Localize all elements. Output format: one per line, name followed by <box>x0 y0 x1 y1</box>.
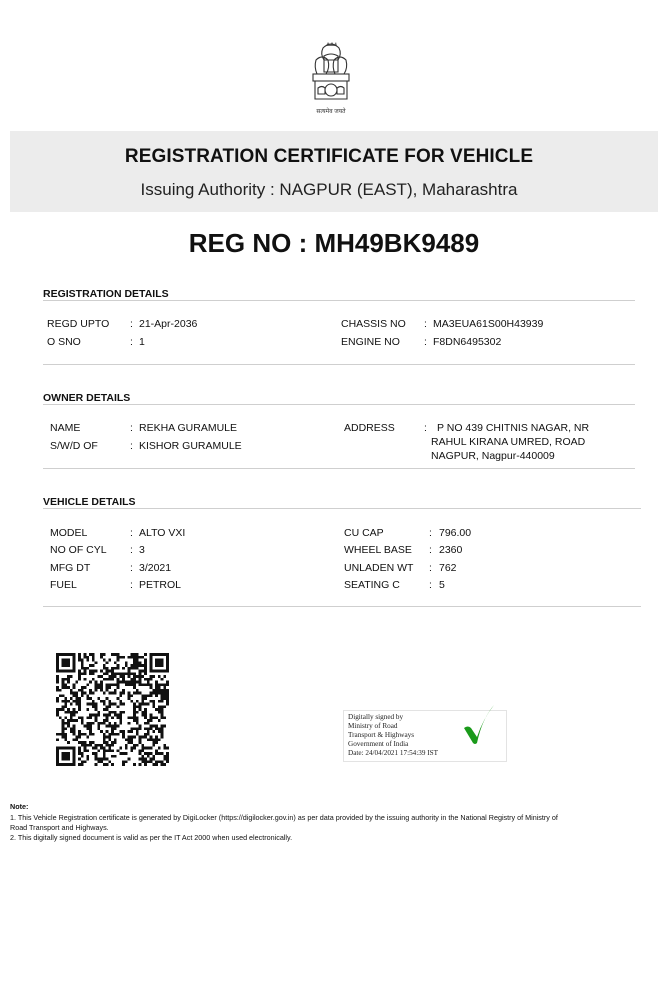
cu-cap-value: 796.00 <box>439 527 472 539</box>
separator: : <box>130 422 133 434</box>
chassis-no-label: CHASSIS NO <box>341 318 406 330</box>
separator: : <box>130 336 133 348</box>
separator: : <box>130 544 133 556</box>
address-label: ADDRESS <box>344 422 395 434</box>
regd-upto-label: REGD UPTO <box>47 318 110 330</box>
address-line: RAHUL KIRANA UMRED, ROAD <box>431 436 586 448</box>
section-divider <box>43 606 641 607</box>
note-line: 2. This digitally signed document is valid as per the IT Act 2000 when used electronically. <box>10 833 293 842</box>
section-divider <box>43 300 635 301</box>
note-line: Road Transport and Highways. <box>10 823 109 832</box>
owner-name-value: REKHA GURAMULE <box>139 422 238 434</box>
signature-line: Transport & Highways <box>348 731 415 739</box>
signature-date: Date: 24/04/2021 17:54:39 IST <box>348 749 439 757</box>
qr-code-icon <box>56 653 169 766</box>
signature-line: Ministry of Road <box>348 722 398 730</box>
section-divider <box>43 468 635 469</box>
unladen-weight-label: UNLADEN WT <box>344 562 414 574</box>
fuel-value: PETROL <box>139 579 182 591</box>
signature-line: Government of India <box>348 740 409 748</box>
issuing-authority: Issuing Authority : NAGPUR (EAST), Maharashtra <box>140 180 518 199</box>
fuel-label: FUEL <box>50 579 77 591</box>
mfg-date-value: 3/2021 <box>139 562 172 574</box>
unladen-weight-value: 762 <box>439 562 457 574</box>
seating-capacity-value: 5 <box>439 579 445 591</box>
signature-line: Digitally signed by <box>348 713 404 721</box>
separator: : <box>429 527 432 539</box>
engine-no-label: ENGINE NO <box>341 336 400 348</box>
wheel-base-label: WHEEL BASE <box>344 544 412 556</box>
address-line: NAGPUR, Nagpur-440009 <box>431 450 555 462</box>
engine-no-value: F8DN6495302 <box>433 336 502 348</box>
cylinders-label: NO OF CYL <box>50 544 107 556</box>
model-label: MODEL <box>50 527 88 539</box>
separator: : <box>130 562 133 574</box>
seating-capacity-label: SEATING C <box>344 579 400 591</box>
regd-upto-value: 21-Apr-2036 <box>139 318 198 330</box>
owner-name-label: NAME <box>50 422 81 434</box>
section-divider <box>43 404 635 405</box>
digital-signature-box <box>343 710 507 762</box>
separator: : <box>130 318 133 330</box>
wheel-base-value: 2360 <box>439 544 463 556</box>
mfg-date-label: MFG DT <box>50 562 91 574</box>
separator: : <box>130 579 133 591</box>
vehicle-details-heading: VEHICLE DETAILS <box>43 496 136 508</box>
o-sno-value: 1 <box>139 336 145 348</box>
swd-value: KISHOR GURAMULE <box>139 440 242 452</box>
owner-details-heading: OWNER DETAILS <box>43 392 131 404</box>
emblem-caption: सत्यमेव जयते <box>316 109 346 115</box>
separator: : <box>429 579 432 591</box>
address-line: P NO 439 CHITNIS NAGAR, NR <box>437 422 590 434</box>
note-title: Note: <box>10 802 29 811</box>
certificate-title: REGISTRATION CERTIFICATE FOR VEHICLE <box>124 146 534 167</box>
separator: : <box>424 336 427 348</box>
cu-cap-label: CU CAP <box>344 527 384 539</box>
model-value: ALTO VXI <box>139 527 186 539</box>
separator: : <box>130 440 133 452</box>
section-divider <box>43 364 635 365</box>
o-sno-label: O SNO <box>47 336 81 348</box>
swd-label: S/W/D OF <box>50 440 98 452</box>
separator: : <box>424 318 427 330</box>
separator: : <box>429 544 432 556</box>
cylinders-value: 3 <box>139 544 145 556</box>
separator: : <box>424 422 427 434</box>
registration-number: REG NO : MH49BK9489 <box>188 228 480 258</box>
section-divider <box>43 508 641 509</box>
separator: : <box>130 527 133 539</box>
registration-details-heading: REGISTRATION DETAILS <box>43 288 169 300</box>
checkmark-icon <box>462 704 496 744</box>
note-line: 1. This Vehicle Registration certificate is generated by DigiLocker (https://digilocker.gov.in) as per data provided by the issuing authority in the National Registry of Ministry of <box>10 813 558 822</box>
chassis-no-value: MA3EUA61S00H43939 <box>433 318 544 330</box>
separator: : <box>429 562 432 574</box>
